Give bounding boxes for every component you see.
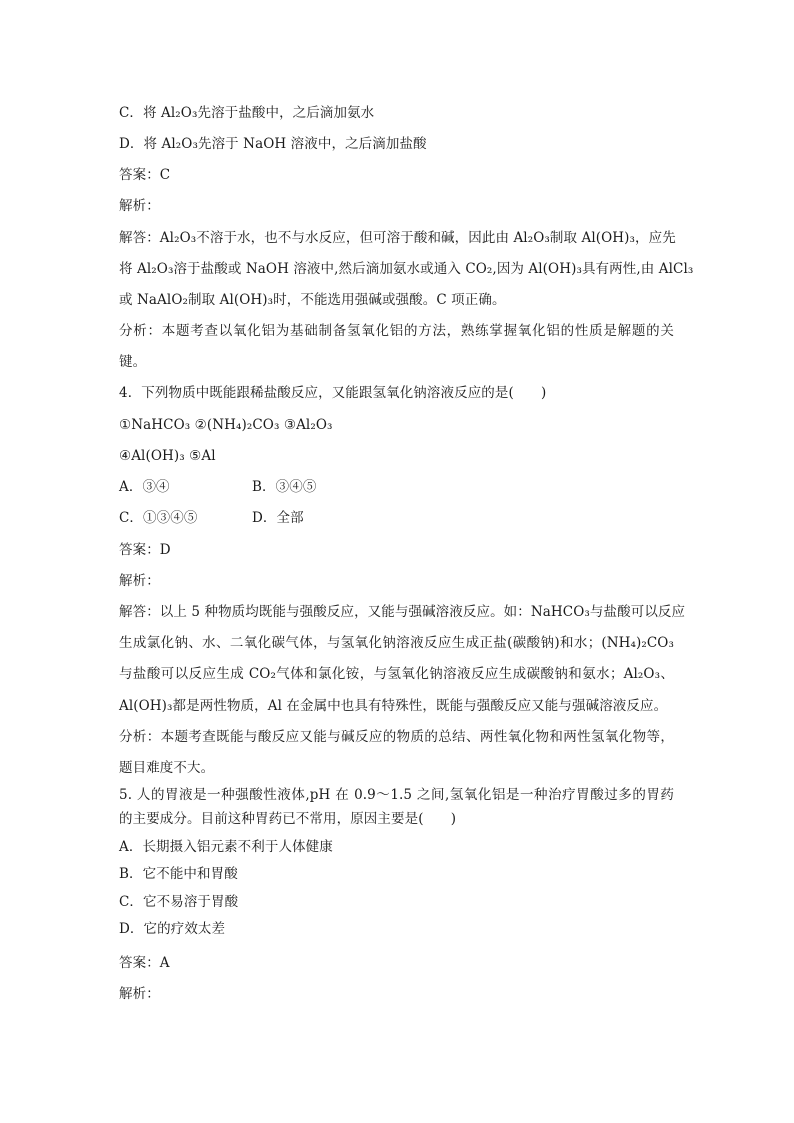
q5-option-c: C．它不易溶于胃酸: [119, 894, 239, 910]
q4-analysis-label: 解析：: [119, 573, 160, 589]
q4-comment-line-1: 分析：本题考查既能与酸反应又能与碱反应的物质的总结、两性氧化物和两性氢氧化物等，: [119, 729, 674, 745]
q3-option-c: C．将 Al₂O₃先溶于盐酸中，之后滴加氨水: [119, 105, 375, 121]
q3-analysis-label: 解析：: [119, 198, 160, 214]
q4-option-a: A．③④: [119, 479, 170, 495]
q4-option-b: B．③④⑤: [252, 479, 317, 495]
q3-answer: 答案：C: [119, 167, 171, 183]
q3-solution-line-2: 将 Al₂O₃溶于盐酸或 NaOH 溶液中,然后滴加氨水或通入 CO₂,因为 Al(OH)₃具有两性,由 AlCl₃: [119, 261, 694, 277]
q3-solution-line-3: 或 NaAlO₂制取 Al(OH)₃时，不能选用强碱或强酸。C 项正确。: [119, 292, 506, 308]
q5-stem-line-2: 的主要成分。目前这种胃药已不常用，原因主要是( ): [119, 811, 457, 827]
q4-solution-line-2: 生成氯化钠、水、二氧化碳气体，与氢氧化钠溶液反应生成正盐(碳酸钠)和水；(NH₄)₂CO₃: [119, 635, 674, 651]
q4-items-line-1: ①NaHCO₃ ②(NH₄)₂CO₃ ③Al₂O₃: [119, 417, 333, 433]
q4-items-line-2: ④Al(OH)₃ ⑤Al: [119, 448, 216, 464]
q4-answer: 答案：D: [119, 542, 171, 558]
q4-comment-line-2: 题目难度不大。: [119, 760, 215, 776]
q4-solution-line-4: Al(OH)₃都是两性物质，Al 在金属中也具有特殊性，既能与强酸反应又能与强碱溶液反应。: [119, 698, 668, 714]
q3-comment-line-1: 分析：本题考查以氧化铝为基础制备氢氧化铝的方法，熟练掌握氧化铝的性质是解题的关: [119, 323, 674, 339]
q4-option-c: C．①③④⑤: [119, 510, 198, 526]
q4-option-d: D．全部: [252, 510, 304, 526]
q5-analysis-label: 解析：: [119, 986, 160, 1002]
q4-stem: 4．下列物质中既能跟稀盐酸反应，又能跟氢氧化钠溶液反应的是( ): [119, 385, 547, 401]
q3-comment-line-2: 键。: [119, 354, 147, 370]
q5-stem-line-1: 5. 人的胃液是一种强酸性液体,pH 在 0.9～1.5 之间,氢氧化铝是一种治疗胃酸过多的胃药: [119, 787, 674, 803]
q4-solution-line-1: 解答：以上 5 种物质均既能与强酸反应，又能与强碱溶液反应。如：NaHCO₃与盐酸可以反应: [119, 604, 686, 620]
q5-answer: 答案：A: [119, 955, 170, 971]
q4-solution-line-3: 与盐酸可以反应生成 CO₂气体和氯化铵，与氢氧化钠溶液反应生成碳酸钠和氨水；Al₂O₃、: [119, 666, 674, 682]
q5-option-a: A．长期摄入铝元素不利于人体健康: [119, 839, 333, 855]
q3-option-d: D．将 Al₂O₃先溶于 NaOH 溶液中，之后滴加盐酸: [119, 136, 427, 152]
q5-option-d: D．它的疗效太差: [119, 921, 226, 937]
q5-option-b: B．它不能中和胃酸: [119, 866, 238, 882]
q3-solution-line-1: 解答：Al₂O₃不溶于水，也不与水反应，但可溶于酸和碱，因此由 Al₂O₃制取 Al(OH)₃，应先: [119, 230, 676, 246]
